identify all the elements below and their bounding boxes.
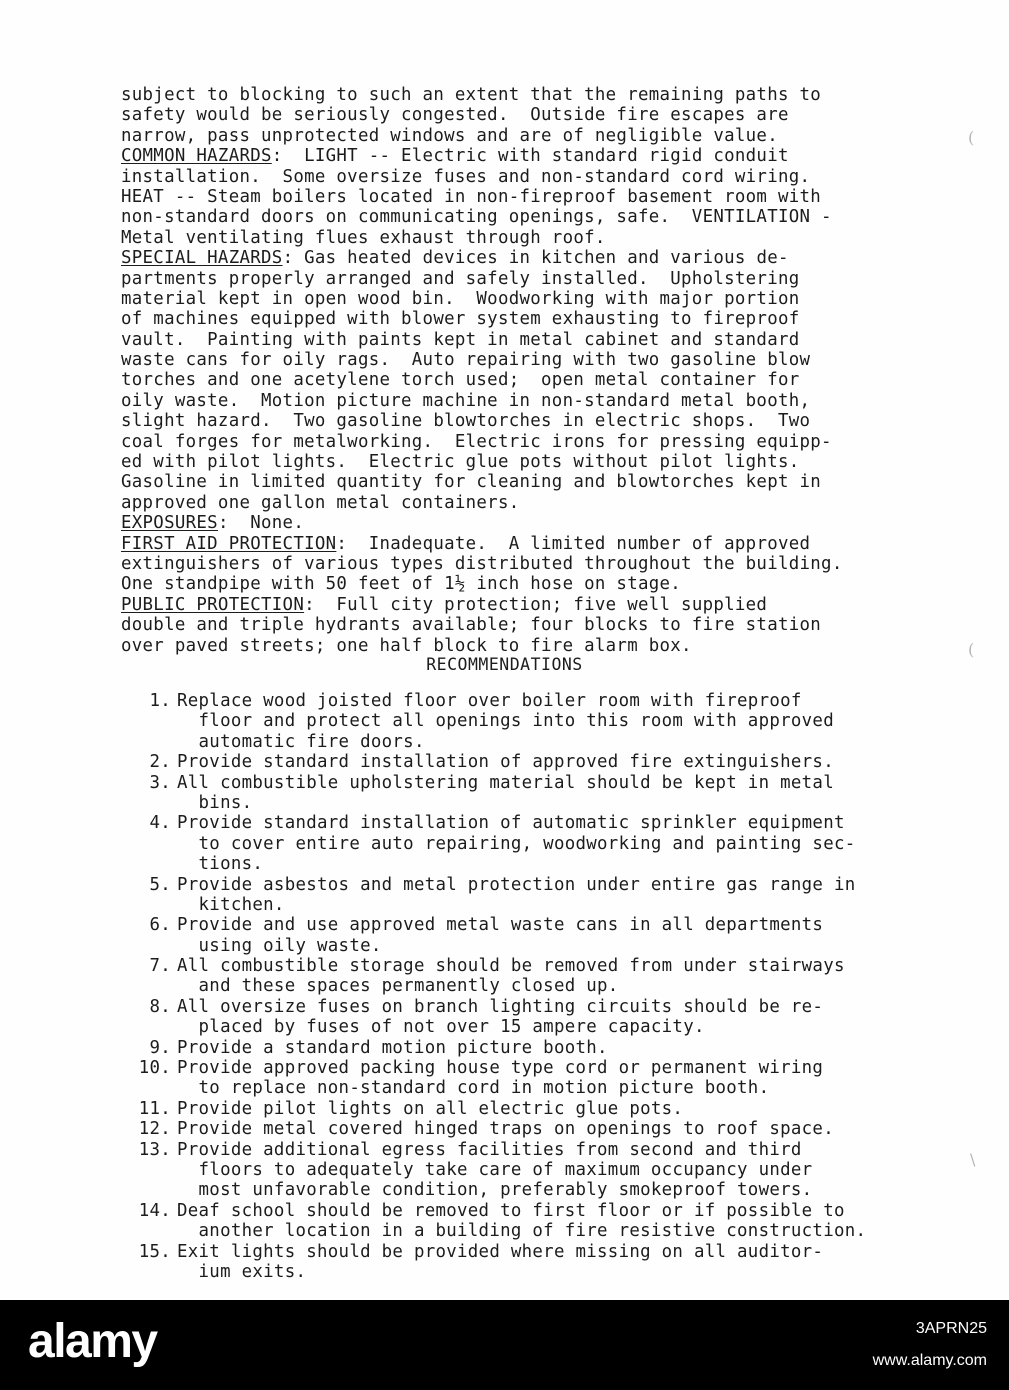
list-item-line: Provide standard installation of approved fire extinguishers. <box>177 752 834 773</box>
list-item-line: placed by fuses of not over 15 ampere capacity. <box>177 1017 705 1038</box>
body-line: non-standard doors on communicating openings, safe. VENTILATION - <box>121 207 832 228</box>
body-line: torches and one acetylene torch used; open metal container for <box>121 370 800 391</box>
list-item-line: ium exits. <box>177 1262 307 1282</box>
list-item-text <box>171 1140 812 1201</box>
public-protection-label: PUBLIC PROTECTION <box>121 594 305 615</box>
margin-mark: ( <box>968 640 975 659</box>
body-line: subject to blocking to such an extent that the remaining paths to <box>121 85 822 105</box>
list-item <box>115 1058 925 1099</box>
body-line: installation. Some oversize fuses and non-standard cord wiring. <box>121 166 811 187</box>
list-item-number: 10. <box>138 1058 171 1079</box>
list-item-text <box>171 752 834 772</box>
list-item-line: Provide additional egress facilities from second and third <box>177 1139 802 1160</box>
list-item-number: 15. <box>138 1241 171 1262</box>
list-item <box>115 1242 925 1283</box>
list-item <box>115 915 925 956</box>
list-item <box>115 997 925 1038</box>
list-item-number: 1. <box>149 691 171 711</box>
body-line: Gasoline in limited quantity for cleaning and blowtorches kept in <box>121 472 822 493</box>
list-item-text <box>171 997 823 1038</box>
list-item-line: Provide a standard motion picture booth. <box>177 1037 608 1058</box>
list-item-text <box>171 1242 823 1283</box>
list-item-number: 12. <box>138 1119 171 1140</box>
list-item <box>115 1038 925 1058</box>
body-line: extinguishers of various types distributed throughout the building. <box>121 553 843 574</box>
list-item-line: Replace wood joisted floor over boiler room with fireproof <box>177 691 802 711</box>
body-line: narrow, pass unprotected windows and are of negligible value. <box>121 125 778 146</box>
first-aid-line: FIRST AID PROTECTION: Inadequate. A limited number of approved <box>121 533 811 554</box>
body-line: partments properly arranged and safely installed. Upholstering <box>121 268 800 289</box>
list-item-line: All combustible storage should be removed from under stairways <box>177 956 845 977</box>
list-item <box>115 1119 925 1139</box>
list-item-number: 11. <box>138 1098 171 1119</box>
list-item-number: 7. <box>149 956 171 977</box>
list-item <box>115 1140 925 1201</box>
list-item-text <box>171 1099 683 1119</box>
list-item-line: kitchen. <box>177 894 285 915</box>
body-line: waste cans for oily rags. Auto repairing with two gasoline blow <box>121 350 811 371</box>
list-item-number: 4. <box>149 813 171 834</box>
list-item-line: Exit lights should be provided where missing on all auditor- <box>177 1241 824 1262</box>
image-id: 3APRN25 <box>915 1320 987 1337</box>
body-line: HEAT -- Steam boilers located in non-fireproof basement room with <box>121 186 822 207</box>
list-item-line: another location in a building of fire resistive construction. <box>177 1221 867 1242</box>
list-item-line: floor and protect all openings into this room with approved <box>177 711 834 732</box>
list-item-line: automatic fire doors. <box>177 731 425 752</box>
body-line: oily waste. Motion picture machine in non-standard metal booth, <box>121 390 811 411</box>
exposures-label: EXPOSURES <box>121 513 218 534</box>
list-item-text <box>171 1058 823 1099</box>
list-item-number: 8. <box>149 996 171 1017</box>
body-line: double and triple hydrants available; four blocks to fire station <box>121 615 822 636</box>
special-hazards-line: SPECIAL HAZARDS: Gas heated devices in kitchen and various de- <box>121 248 789 269</box>
list-item-text <box>171 1038 608 1058</box>
list-item-line: Provide approved packing house type cord or permanent wiring <box>177 1058 824 1079</box>
public-protection-line: PUBLIC PROTECTION: Full city protection; five well supplied <box>121 594 768 615</box>
list-item-text <box>171 1119 834 1139</box>
margin-mark: \ <box>970 1150 976 1169</box>
special-hazards-label: SPECIAL HAZARDS <box>121 248 283 269</box>
watermark-footer <box>0 1300 1009 1390</box>
list-item-line: Provide pilot lights on all electric glue pots. <box>177 1098 684 1119</box>
body-line: safety would be seriously congested. Outside fire escapes are <box>121 105 789 126</box>
list-item-line: Provide metal covered hinged traps on openings to roof space. <box>177 1119 834 1140</box>
list-item-line: Provide and use approved metal waste cans in all departments <box>177 915 824 936</box>
report-body <box>121 85 921 656</box>
body-line: Metal ventilating flues exhaust through roof. <box>121 227 606 248</box>
first-aid-label: FIRST AID PROTECTION <box>121 533 337 554</box>
body-line: of machines equipped with blower system exhausting to fireproof <box>121 309 800 330</box>
body-line: vault. Painting with paints kept in metal cabinet and standard <box>121 329 800 350</box>
list-item-number: 2. <box>149 752 171 773</box>
body-line: coal forges for metalworking. Electric irons for pressing equipp- <box>121 431 832 452</box>
list-item-text <box>171 875 856 916</box>
body-line: over paved streets; one half block to fire alarm box. <box>121 635 692 656</box>
list-item <box>115 875 925 916</box>
list-item-line: Deaf school should be removed to first floor or if possible to <box>177 1200 845 1221</box>
list-item-line: Provide standard installation of automatic sprinkler equipment <box>177 813 845 834</box>
common-hazards-label: COMMON HAZARDS <box>121 146 272 167</box>
list-item <box>115 691 925 752</box>
alamy-logo: alamy <box>28 1315 157 1368</box>
list-item-text <box>171 773 834 814</box>
watermark-url: www.alamy.com <box>872 1352 987 1369</box>
list-item <box>115 956 925 997</box>
body-line: ed with pilot lights. Electric glue pots without pilot lights. <box>121 452 800 473</box>
list-item-line: most unfavorable condition, preferably smokeproof towers. <box>177 1180 813 1201</box>
list-item-text <box>171 691 834 752</box>
list-item-number: 14. <box>138 1200 171 1221</box>
list-item-number: 5. <box>149 874 171 895</box>
list-item-text <box>171 813 856 874</box>
list-item <box>115 813 925 874</box>
margin-mark: ( <box>968 128 975 147</box>
list-item-number: 3. <box>149 772 171 793</box>
list-item <box>115 1099 925 1119</box>
recommendations-heading: RECOMMENDATIONS <box>426 655 583 674</box>
body-line: One standpipe with 50 feet of 1½ inch hose on stage. <box>121 574 682 595</box>
recommendations-list <box>115 691 925 1282</box>
list-item-line: bins. <box>177 792 253 813</box>
list-item-text <box>171 915 823 956</box>
exposures-line: EXPOSURES: None. <box>121 513 305 534</box>
list-item-line: floors to adequately take care of maximum occupancy under <box>177 1160 813 1181</box>
list-item-number: 6. <box>149 915 171 936</box>
list-item-number: 13. <box>138 1139 171 1160</box>
list-item-line: tions. <box>177 854 264 875</box>
body-line: slight hazard. Two gasoline blowtorches in electric shops. Two <box>121 411 811 432</box>
body-line: approved one gallon metal containers. <box>121 492 520 513</box>
list-item <box>115 752 925 772</box>
list-item-line: and these spaces permanently closed up. <box>177 976 619 997</box>
list-item-number: 9. <box>149 1037 171 1058</box>
list-item-line: to cover entire auto repairing, woodworking and painting sec- <box>177 833 856 854</box>
list-item <box>115 1201 925 1242</box>
list-item-text <box>171 956 845 997</box>
list-item-line: to replace non-standard cord in motion picture booth. <box>177 1078 770 1099</box>
list-item <box>115 773 925 814</box>
common-hazards-line: COMMON HAZARDS: LIGHT -- Electric with standard rigid conduit <box>121 146 789 167</box>
list-item-line: All combustible upholstering material should be kept in metal <box>177 772 834 793</box>
list-item-line: All oversize fuses on branch lighting circuits should be re- <box>177 996 824 1017</box>
list-item-line: using oily waste. <box>177 935 382 956</box>
list-item-line: Provide asbestos and metal protection under entire gas range in <box>177 874 856 895</box>
list-item-text <box>171 1201 866 1242</box>
body-line: material kept in open wood bin. Woodworking with major portion <box>121 288 800 309</box>
